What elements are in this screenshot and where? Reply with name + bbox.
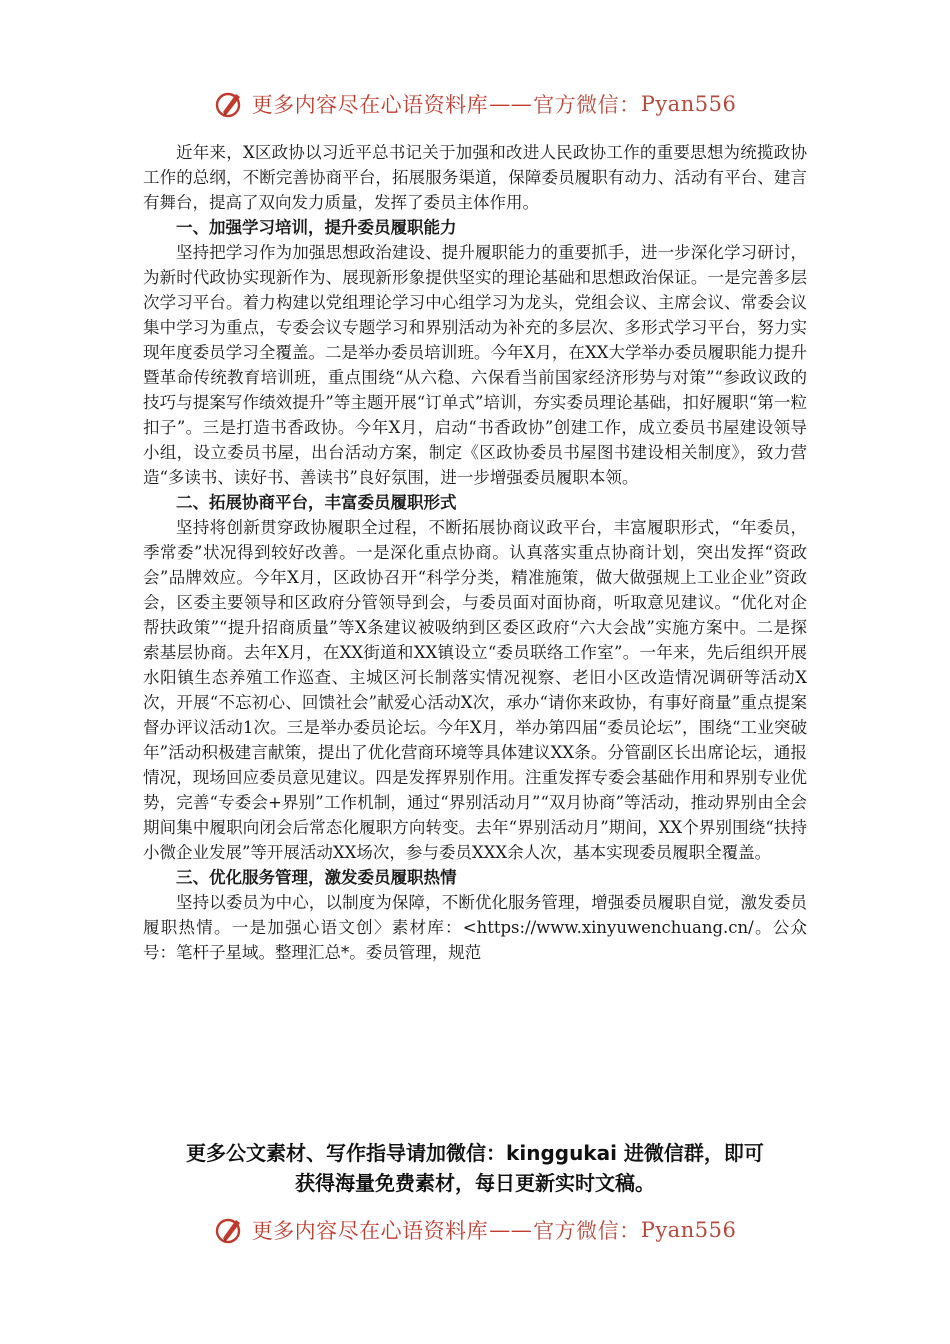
footer-banner-text: 更多内容尽在心语资料库 (251, 1219, 489, 1243)
promo-line-2: 获得海量免费素材，每日更新实时文稿。 (295, 1171, 655, 1195)
banner-wechat-id: Pyan556 (640, 92, 737, 116)
pen-circle-icon (214, 1214, 246, 1246)
section-heading-3: 三、优化服务管理，激发委员履职热情 (176, 868, 457, 887)
section-heading-2: 二、拓展协商平台，丰富委员履职形式 (176, 493, 457, 512)
banner-wechat-label: 官方微信： (533, 93, 641, 117)
section-paragraph-1: 坚持把学习作为加强思想政治建设、提升履职能力的重要抓手，进一步深化学习研讨，为新时代政协实现新作为、展现新形象提供坚实的理论基础和思想政治保证。一是完善多层次学习平台。着力构建以党组理论学习中心组学习为龙头，党组会议、主席会议、常委会议集中学习为重点，专委会议专题学习和界别活动为补充的多层次、多形式学习平台，努力实现年度委员学习全覆盖。二是举办委员培训班。今年X月，在XX大学举办委员履职能力提升暨革命传统教育培训班，重点围绕“从六稳、六保看当前国家经济形势与对策”“参政议政的技巧与提案写作绩效提升”等主题开展“订单式”培训，夯实委员理论基础，扣好履职“第一粒扣子”。三是打造书香政协。今年X月，启动“书香政协”创建工作，成立委员书屋建设领导小组，设立委员书屋，出台活动方案，制定《区政协委员书屋图书建设相关制度》，致力营造“多读书、读好书、善读书”良好氛围，进一步增强委员履职本领。 (143, 243, 807, 487)
footer-banner (0, 1208, 950, 1252)
pen-circle-icon (214, 88, 246, 120)
section-heading-1: 一、加强学习培训，提升委员履职能力 (176, 218, 457, 237)
intro-paragraph: 近年来，X区政协以习近平总书记关于加强和改进人民政协工作的重要思想为统揽政协工作的总纲，不断完善协商平台，拓展服务渠道，保障委员履职有动力、活动有平台、建言有舞台，提高了双向发力质量，发挥了委员主体作用。 (143, 143, 807, 212)
promo-notice (120, 1138, 830, 1198)
section-paragraph-3: 坚持以委员为中心，以制度为保障，不断优化服务管理，增强委员履职自觉，激发委员履职热情。一是加强心语文创〉素材库：<https://www.xinyuwenchuang.cn/。公众号：笔杆子星域。整理汇总*。委员管理，规范 (143, 893, 807, 962)
section-paragraph-2: 坚持将创新贯穿政协履职全过程，不断拓展协商议政平台，丰富履职形式，“年委员，季常委”状况得到较好改善。一是深化重点协商。认真落实重点协商计划，突出发挥“资政会”品牌效应。今年X月，区政协召开“科学分类，精准施策，做大做强规上工业企业”资政会，区委主要领导和区政府分管领导到会，与委员面对面协商，听取意见建议。“优化对企帮扶政策”“提升招商质量”等X条建议被吸纳到区委区政府“六大会战”实施方案中。二是探索基层协商。去年X月，在XX街道和XX镇设立“委员联络工作室”。一年来，先后组织开展水阳镇生态养殖工作巡查、主城区河长制落实情况视察、老旧小区改造情况调研等活动X次，开展“不忘初心、回馈社会”献爱心活动X次，承办“请你来政协，有事好商量”重点提案督办评议活动1次。三是举办委员论坛。今年X月，举办第四届“委员论坛”，围绕“工业突破年”活动积极建言献策，提出了优化营商环境等具体建议XX条。分管副区长出席论坛，通报情况，现场回应委员意见建议。四是发挥界别作用。注重发挥专委会基础作用和界别专业优势，完善“专委会+界别”工作机制，通过“界别活动月”“双月协商”等活动，推动界别由全会期间集中履职向闭会后常态化履职方向转变。去年“界别活动月”期间，XX个界别围绕“扶持小微企业发展”等开展活动XX场次，参与委员XXX余人次，基本实现委员履职全覆盖。 (143, 518, 807, 862)
banner-text: 更多内容尽在心语资料库 (251, 93, 489, 117)
banner-separator: —— (489, 92, 533, 116)
footer-banner-separator: —— (489, 1218, 533, 1242)
article-body (143, 140, 807, 965)
promo-line-1: 更多公文素材、写作指导请加微信：kinggukai 进微信群，即可 (186, 1141, 764, 1165)
header-banner (0, 82, 950, 126)
footer-banner-wechat-label: 官方微信： (533, 1219, 641, 1243)
footer-banner-wechat-id: Pyan556 (640, 1218, 737, 1242)
